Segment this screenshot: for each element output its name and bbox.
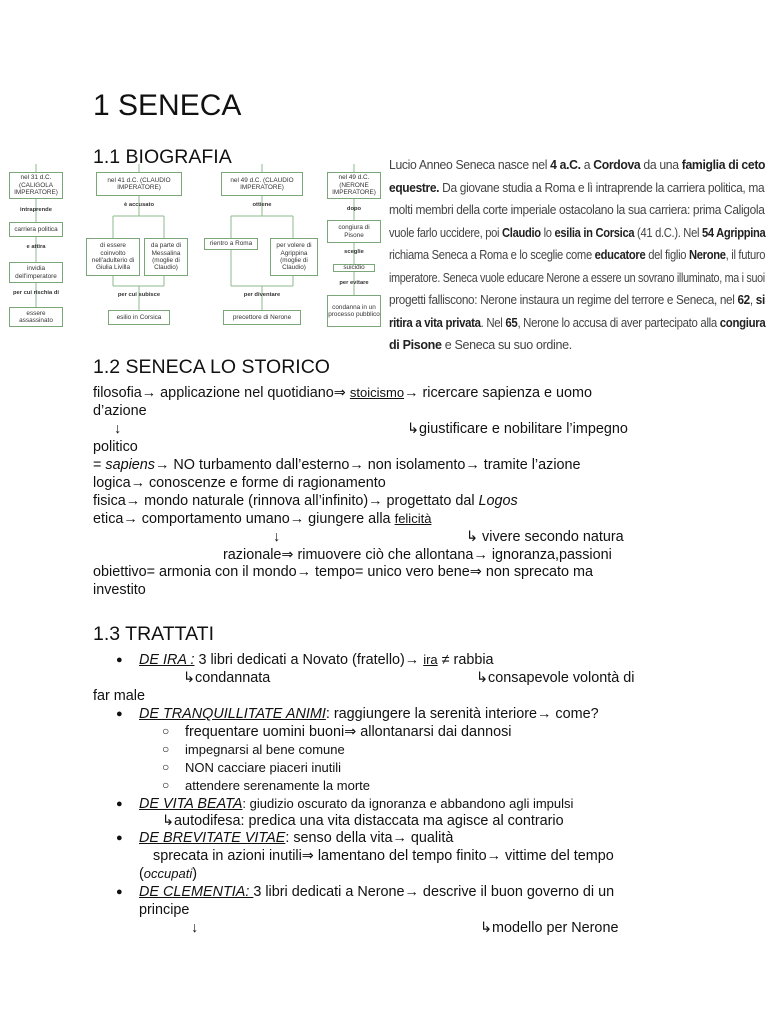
flow-box-adulterio: di essere coinvolto nell'adulterio di Giulia Livilla [86,238,140,276]
bullet-icon: ● [116,654,123,666]
de-ira-sub-far-male: far male [93,688,145,704]
trattato-de-tranquillitate: DE TRANQUILLITATE ANIMI: raggiungere la serenità interiore→ come? [139,706,599,722]
bio-line: molti membri della corte imperiale ostacolano la sua carriera: prima Caligola [389,203,765,217]
flow-box-precettore: precettore di Nerone [223,310,301,325]
flow-label: per cui subisce [117,292,161,298]
bio-line: progetti falliscono: Nerone instaura un regime del terrore e Seneca, nel 62, si [389,293,765,307]
tranq-item: attendere serenamente la morte [185,778,370,793]
storico-line-3: ↳giustificare e nobilitare l’impegno [407,421,628,437]
bullet-icon: ● [116,798,123,810]
bio-line: equestre. Da giovane studia a Roma e lì intraprende la carriera politica, ma [389,180,765,195]
storico-line-2: d’azione [93,403,147,419]
storico-line-5: = sapiens→ NO turbamento dall’esterno→ non isolamento→ tramite l’azione [93,457,581,473]
flow-label: per cui rischia di [12,290,60,296]
flow-box-carriera: carriera politica [9,222,63,237]
flow-box-rientro: rientro a Roma [204,238,258,250]
bullet-icon: ● [116,832,123,844]
bio-line: di Pisone e Seneca su suo ordine. [389,338,572,352]
de-brevitate-line-2: sprecata in azioni inutili⇒ lamentano del tempo finito→ vittime del tempo [153,848,614,864]
flow-box-nerone: nel 49 d.C. (NERONE IMPERATORE) [327,172,381,199]
biography-flowchart [0,152,382,332]
bio-line: richiama Seneca a Roma e lo sceglie come educatore del figlio Nerone, il futuro [389,248,766,262]
flow-label: ottiene [252,202,272,208]
storico-line-6: logica→ conoscenze e forme di ragionamento [93,475,386,491]
bio-line: vuole farlo uccidere, poi Claudio lo esilia in Corsica (41 d.C.). Nel 54 Agrippina [389,225,766,240]
storico-line-4: politico [93,439,138,455]
de-ira-sub-volonta: ↳consapevole volontà di [476,670,635,686]
tranq-item: frequentare uomini buoni⇒ allontanarsi dai dannosi [185,724,512,740]
circle-bullet-icon: ○ [162,742,170,756]
flow-box-49dc: nel 49 d.C. (CLAUDIO IMPERATORE) [221,172,303,196]
flow-label: sceglie [344,249,364,255]
flow-label: e attira [26,244,46,250]
circle-bullet-icon: ○ [162,760,170,774]
bio-line: Lucio Anneo Seneca nasce nel 4 a.C. a Cordova da una famiglia di ceto [389,158,766,172]
storico-line-7: fisica→ mondo naturale (rinnova all’infinito)→ progettato dal Logos [93,493,518,509]
trattato-de-ira: DE IRA : 3 libri dedicati a Novato (fratello)→ ira ≠ rabbia [139,652,494,668]
flow-box-esilio: esilio in Corsica [108,310,170,325]
flow-box-agrippina: per volere di Agrippina (moglie di Claudio) [270,238,318,276]
bullet-icon: ● [116,886,123,898]
flow-label: è accusato [124,202,154,208]
bullet-icon: ● [116,708,123,720]
trattato-de-brevitate: DE BREVITATE VITAE: senso della vita→ qualità [139,830,454,846]
circle-bullet-icon: ○ [162,724,170,738]
flow-label: dopo [346,206,362,212]
storico-line-9: ↳ vivere secondo natura [466,529,624,545]
flow-box-condanna: condanna in un processo pubblico [327,295,381,327]
trattato-de-clementia: DE CLEMENTIA: 3 libri dedicati a Nerone→ descrive il buon governo di un [139,884,615,900]
bio-line: imperatore. Seneca vuole educare Nerone a essere un sovrano illuminato, ma i suoi [389,270,765,285]
flow-label: intraprende [20,207,52,213]
section-heading-trattati: 1.3 TRATTATI [93,623,214,645]
de-clementia-line-2: principe [139,902,190,918]
de-clementia-arrow-down: ↓ [191,920,199,936]
storico-line-12: investito [93,582,146,598]
trattato-de-vita-beata: DE VITA BEATA: giudizio oscurato da ignoranza e abbandono agli impulsi [139,796,574,812]
flow-box-invidia: invidia dell'imperatore [9,262,63,283]
storico-line-8: etica→ comportamento umano→ giungere alla felicità [93,511,432,527]
flow-box-41dc: nel 41 d.C. (CLAUDIO IMPERATORE) [96,172,182,196]
flow-box-suicidio: suicidio [333,264,375,272]
flow-label: per diventare [243,292,281,298]
storico-line-10: razionale⇒ rimuovere ciò che allontana→ ignoranza,passioni [223,547,612,563]
tranq-item: impegnarsi al bene comune [185,742,345,757]
storico-arrow-down: ↓ [273,529,281,545]
bio-line: ritira a vita privata. Nel 65, Nerone lo accusa di aver partecipato alla congiura [389,315,766,330]
de-vita-beata-sub: ↳autodifesa: predica una vita distaccata ma agisce al contrario [162,813,564,829]
de-ira-sub-condannata: ↳condannata [183,670,271,686]
de-clementia-modello: ↳modello per Nerone [480,920,619,936]
storico-line-1: filosofia→ applicazione nel quotidiano⇒ stoicismo→ ricercare sapienza e uomo [93,385,593,401]
flow-box-messalina: da parte di Messalina (moglie di Claudio) [144,238,188,276]
de-brevitate-line-3: (occupati) [139,866,198,882]
biography-paragraph [389,154,767,357]
section-heading-biografia: 1.1 BIOGRAFIA [93,146,232,168]
flow-box-31dc: nel 31 d.C. (CALIGOLA IMPERATORE) [9,172,63,199]
section-heading-storico: 1.2 SENECA LO STORICO [93,356,330,378]
storico-line-11: obiettivo= armonia con il mondo→ tempo= unico vero bene⇒ non sprecato ma [93,564,594,580]
page-title: 1 SENECA [93,89,242,122]
storico-arrow-down: ↓ [114,421,122,437]
tranq-item: NON cacciare piaceri inutili [185,760,342,775]
flow-box-assassinato: essere assassinato [9,307,63,327]
circle-bullet-icon: ○ [162,778,170,792]
flow-label: per evitare [339,280,369,286]
flow-box-congiura: congiura di Pisone [327,220,381,243]
